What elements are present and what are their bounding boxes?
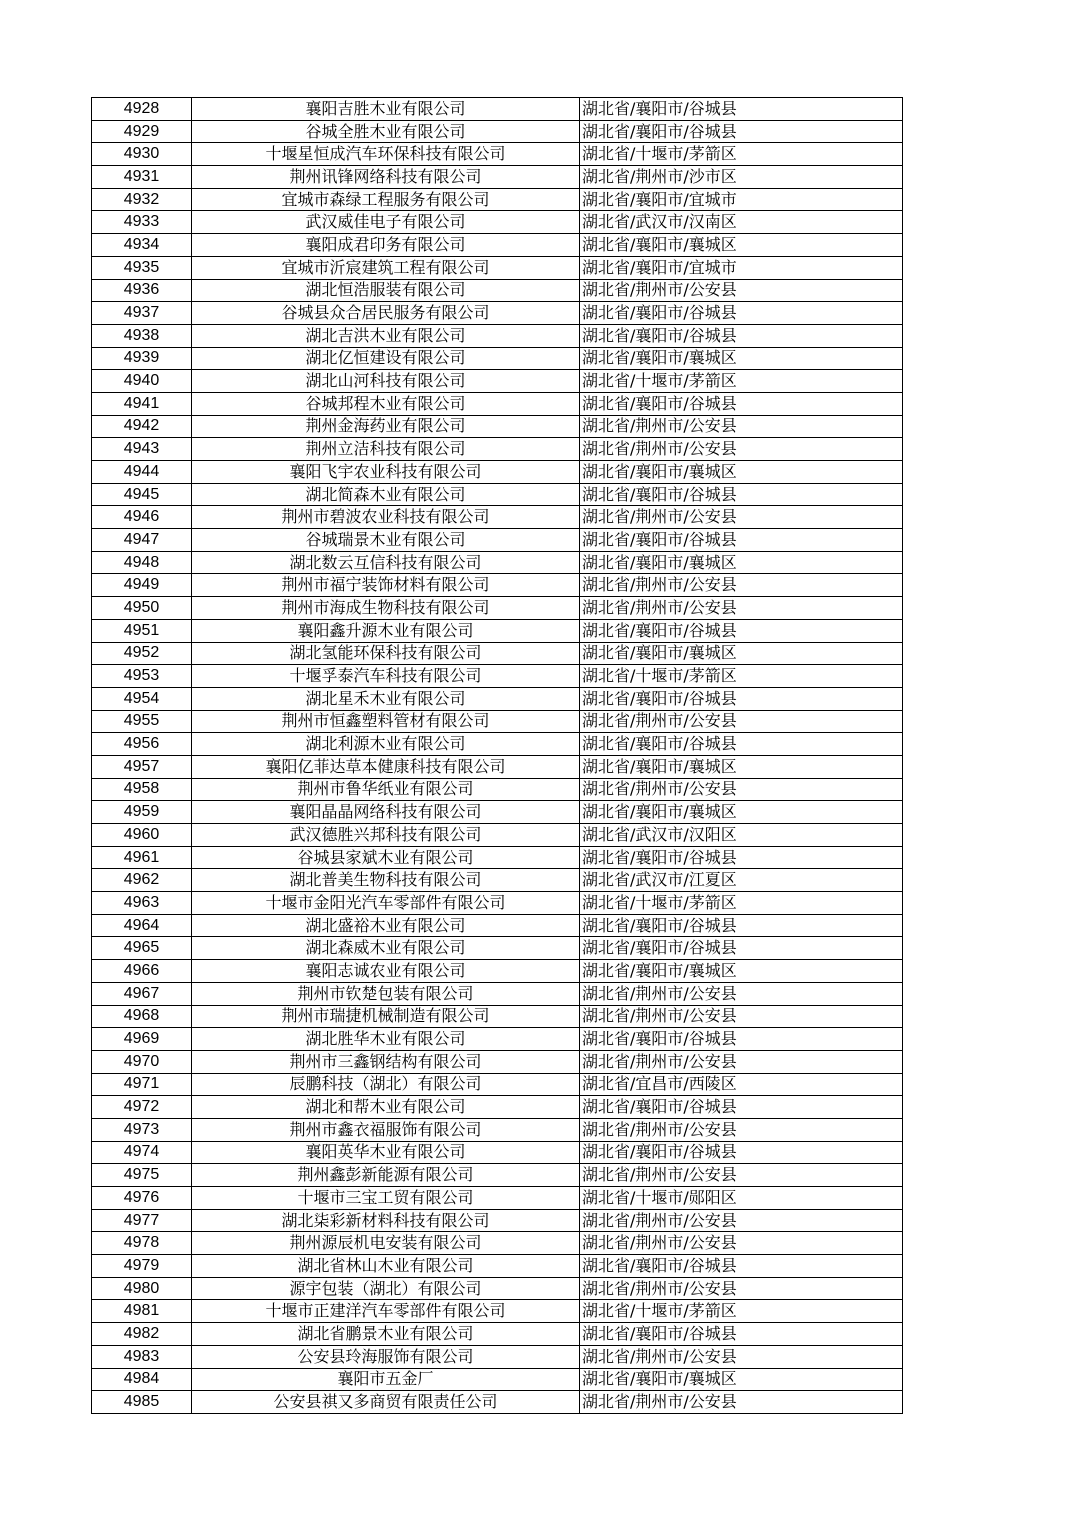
region-path: 湖北省/荆州市/公安县 — [580, 597, 903, 620]
row-number: 4964 — [92, 914, 192, 937]
row-number: 4943 — [92, 438, 192, 461]
company-name: 辰鹏科技（湖北）有限公司 — [192, 1073, 580, 1096]
row-number: 4984 — [92, 1368, 192, 1391]
row-number: 4939 — [92, 347, 192, 370]
region-path: 湖北省/武汉市/江夏区 — [580, 869, 903, 892]
company-name: 宜城市森绿工程服务有限公司 — [192, 188, 580, 211]
table-row — [92, 461, 903, 484]
company-name: 湖北氢能环保科技有限公司 — [192, 642, 580, 665]
row-number: 4954 — [92, 687, 192, 710]
row-number: 4930 — [92, 143, 192, 166]
region-path: 湖北省/荆州市/公安县 — [580, 438, 903, 461]
company-name: 湖北简森木业有限公司 — [192, 483, 580, 506]
table-row — [92, 1255, 903, 1278]
company-name: 荆州市鑫衣福服饰有限公司 — [192, 1118, 580, 1141]
company-name: 襄阳市五金厂 — [192, 1368, 580, 1391]
company-name: 襄阳晶晶网络科技有限公司 — [192, 801, 580, 824]
row-number: 4959 — [92, 801, 192, 824]
company-name: 湖北盛裕木业有限公司 — [192, 914, 580, 937]
table-row — [92, 324, 903, 347]
table-row — [92, 302, 903, 325]
region-path: 湖北省/襄阳市/谷城县 — [580, 98, 903, 121]
region-path: 湖北省/十堰市/茅箭区 — [580, 143, 903, 166]
company-name: 襄阳飞宇农业科技有限公司 — [192, 461, 580, 484]
row-number: 4934 — [92, 234, 192, 257]
table-row — [92, 642, 903, 665]
company-name: 荆州立洁科技有限公司 — [192, 438, 580, 461]
region-path: 湖北省/荆州市/公安县 — [580, 778, 903, 801]
company-name: 湖北数云互信科技有限公司 — [192, 551, 580, 574]
table-row — [92, 574, 903, 597]
region-path: 湖北省/襄阳市/谷城县 — [580, 324, 903, 347]
row-number: 4933 — [92, 211, 192, 234]
company-name: 荆州讯锋网络科技有限公司 — [192, 166, 580, 189]
company-name: 荆州市钦楚包装有限公司 — [192, 982, 580, 1005]
region-path: 湖北省/荆州市/公安县 — [580, 1232, 903, 1255]
region-path: 湖北省/襄阳市/襄城区 — [580, 960, 903, 983]
company-name: 湖北吉洪木业有限公司 — [192, 324, 580, 347]
row-number: 4946 — [92, 506, 192, 529]
company-table — [91, 97, 903, 1414]
region-path: 湖北省/十堰市/茅箭区 — [580, 370, 903, 393]
company-name: 荆州市鲁华纸业有限公司 — [192, 778, 580, 801]
row-number: 4957 — [92, 755, 192, 778]
region-path: 湖北省/十堰市/郧阳区 — [580, 1187, 903, 1210]
region-path: 湖北省/荆州市/沙市区 — [580, 166, 903, 189]
company-name: 十堰星恒成汽车环保科技有限公司 — [192, 143, 580, 166]
region-path: 湖北省/十堰市/茅箭区 — [580, 1300, 903, 1323]
table-row — [92, 1028, 903, 1051]
table-row — [92, 733, 903, 756]
company-name: 武汉威佳电子有限公司 — [192, 211, 580, 234]
region-path: 湖北省/十堰市/茅箭区 — [580, 665, 903, 688]
row-number: 4977 — [92, 1209, 192, 1232]
region-path: 湖北省/荆州市/公安县 — [580, 279, 903, 302]
row-number: 4968 — [92, 1005, 192, 1028]
region-path: 湖北省/襄阳市/襄城区 — [580, 551, 903, 574]
row-number: 4982 — [92, 1323, 192, 1346]
region-path: 湖北省/襄阳市/谷城县 — [580, 733, 903, 756]
table-row — [92, 982, 903, 1005]
table-row — [92, 188, 903, 211]
row-number: 4945 — [92, 483, 192, 506]
region-path: 湖北省/武汉市/汉阳区 — [580, 824, 903, 847]
row-number: 4944 — [92, 461, 192, 484]
table-row — [92, 392, 903, 415]
table-row — [92, 1232, 903, 1255]
region-path: 湖北省/荆州市/公安县 — [580, 1277, 903, 1300]
table-row — [92, 755, 903, 778]
table-row — [92, 960, 903, 983]
row-number: 4932 — [92, 188, 192, 211]
company-name: 湖北山河科技有限公司 — [192, 370, 580, 393]
region-path: 湖北省/襄阳市/谷城县 — [580, 529, 903, 552]
company-name: 湖北省林山木业有限公司 — [192, 1255, 580, 1278]
region-path: 湖北省/荆州市/公安县 — [580, 574, 903, 597]
region-path: 湖北省/荆州市/公安县 — [580, 506, 903, 529]
region-path: 湖北省/荆州市/公安县 — [580, 1209, 903, 1232]
region-path: 湖北省/襄阳市/谷城县 — [580, 1323, 903, 1346]
table-row — [92, 483, 903, 506]
company-name: 荆州市碧波农业科技有限公司 — [192, 506, 580, 529]
region-path: 湖北省/荆州市/公安县 — [580, 1164, 903, 1187]
row-number: 4970 — [92, 1050, 192, 1073]
row-number: 4972 — [92, 1096, 192, 1119]
company-name: 十堰市三宝工贸有限公司 — [192, 1187, 580, 1210]
region-path: 湖北省/襄阳市/襄城区 — [580, 801, 903, 824]
table-row — [92, 98, 903, 121]
company-name: 荆州源辰机电安装有限公司 — [192, 1232, 580, 1255]
row-number: 4974 — [92, 1141, 192, 1164]
company-name: 襄阳英华木业有限公司 — [192, 1141, 580, 1164]
row-number: 4928 — [92, 98, 192, 121]
region-path: 湖北省/荆州市/公安县 — [580, 1005, 903, 1028]
table-row — [92, 619, 903, 642]
row-number: 4941 — [92, 392, 192, 415]
region-path: 湖北省/荆州市/公安县 — [580, 1118, 903, 1141]
table-row — [92, 687, 903, 710]
company-name: 襄阳亿菲达草本健康科技有限公司 — [192, 755, 580, 778]
row-number: 4978 — [92, 1232, 192, 1255]
table-row — [92, 1391, 903, 1414]
table-row — [92, 370, 903, 393]
company-name: 荆州市恒鑫塑料管材有限公司 — [192, 710, 580, 733]
table-row — [92, 347, 903, 370]
company-name: 荆州鑫彭新能源有限公司 — [192, 1164, 580, 1187]
table-row — [92, 256, 903, 279]
company-name: 湖北利源木业有限公司 — [192, 733, 580, 756]
company-name: 襄阳鑫升源木业有限公司 — [192, 619, 580, 642]
company-name: 荆州市海成生物科技有限公司 — [192, 597, 580, 620]
row-number: 4975 — [92, 1164, 192, 1187]
table-row — [92, 1277, 903, 1300]
company-name: 襄阳志诚农业有限公司 — [192, 960, 580, 983]
region-path: 湖北省/十堰市/茅箭区 — [580, 892, 903, 915]
table-row — [92, 1209, 903, 1232]
table-row — [92, 1005, 903, 1028]
company-name: 公安县祺又多商贸有限责任公司 — [192, 1391, 580, 1414]
company-name: 湖北亿恒建设有限公司 — [192, 347, 580, 370]
row-number: 4936 — [92, 279, 192, 302]
region-path: 湖北省/襄阳市/襄城区 — [580, 755, 903, 778]
table-row — [92, 120, 903, 143]
table-row — [92, 551, 903, 574]
table-row — [92, 529, 903, 552]
row-number: 4965 — [92, 937, 192, 960]
region-path: 湖北省/襄阳市/谷城县 — [580, 937, 903, 960]
row-number: 4929 — [92, 120, 192, 143]
row-number: 4981 — [92, 1300, 192, 1323]
company-table-body — [92, 98, 903, 1414]
table-row — [92, 1096, 903, 1119]
row-number: 4980 — [92, 1277, 192, 1300]
region-path: 湖北省/襄阳市/襄城区 — [580, 1368, 903, 1391]
region-path: 湖北省/襄阳市/襄城区 — [580, 642, 903, 665]
row-number: 4976 — [92, 1187, 192, 1210]
table-row — [92, 143, 903, 166]
region-path: 湖北省/襄阳市/谷城县 — [580, 1255, 903, 1278]
row-number: 4967 — [92, 982, 192, 1005]
row-number: 4951 — [92, 619, 192, 642]
row-number: 4983 — [92, 1345, 192, 1368]
table-row — [92, 710, 903, 733]
table-row — [92, 869, 903, 892]
row-number: 4971 — [92, 1073, 192, 1096]
company-name: 湖北恒浩服装有限公司 — [192, 279, 580, 302]
row-number: 4950 — [92, 597, 192, 620]
table-row — [92, 211, 903, 234]
row-number: 4953 — [92, 665, 192, 688]
table-row — [92, 1164, 903, 1187]
region-path: 湖北省/襄阳市/谷城县 — [580, 120, 903, 143]
company-name: 谷城瑞景木业有限公司 — [192, 529, 580, 552]
row-number: 4942 — [92, 415, 192, 438]
company-name: 十堰孚泰汽车科技有限公司 — [192, 665, 580, 688]
table-row — [92, 937, 903, 960]
table-row — [92, 234, 903, 257]
table-row — [92, 597, 903, 620]
company-name: 十堰市正建洋汽车零部件有限公司 — [192, 1300, 580, 1323]
table-row — [92, 1073, 903, 1096]
region-path: 湖北省/襄阳市/谷城县 — [580, 392, 903, 415]
company-name: 荆州市瑞捷机械制造有限公司 — [192, 1005, 580, 1028]
table-row — [92, 824, 903, 847]
region-path: 湖北省/荆州市/公安县 — [580, 415, 903, 438]
row-number: 4952 — [92, 642, 192, 665]
row-number: 4969 — [92, 1028, 192, 1051]
company-name: 荆州市三鑫钢结构有限公司 — [192, 1050, 580, 1073]
table-row — [92, 892, 903, 915]
region-path: 湖北省/襄阳市/襄城区 — [580, 234, 903, 257]
region-path: 湖北省/襄阳市/襄城区 — [580, 461, 903, 484]
region-path: 湖北省/襄阳市/襄城区 — [580, 347, 903, 370]
row-number: 4937 — [92, 302, 192, 325]
region-path: 湖北省/荆州市/公安县 — [580, 982, 903, 1005]
row-number: 4966 — [92, 960, 192, 983]
region-path: 湖北省/襄阳市/宜城市 — [580, 256, 903, 279]
region-path: 湖北省/襄阳市/谷城县 — [580, 483, 903, 506]
table-row — [92, 914, 903, 937]
row-number: 4962 — [92, 869, 192, 892]
region-path: 湖北省/襄阳市/谷城县 — [580, 302, 903, 325]
company-name: 湖北和帮木业有限公司 — [192, 1096, 580, 1119]
company-name: 荆州市福宁装饰材料有限公司 — [192, 574, 580, 597]
region-path: 湖北省/襄阳市/谷城县 — [580, 1096, 903, 1119]
company-name: 宜城市沂宸建筑工程有限公司 — [192, 256, 580, 279]
table-row — [92, 801, 903, 824]
row-number: 4948 — [92, 551, 192, 574]
company-name: 谷城邦程木业有限公司 — [192, 392, 580, 415]
table-row — [92, 1345, 903, 1368]
table-row — [92, 166, 903, 189]
table-row — [92, 1300, 903, 1323]
company-name: 谷城县家斌木业有限公司 — [192, 846, 580, 869]
table-row — [92, 1323, 903, 1346]
row-number: 4949 — [92, 574, 192, 597]
region-path: 湖北省/襄阳市/谷城县 — [580, 914, 903, 937]
company-list-sheet — [91, 97, 902, 1414]
row-number: 4940 — [92, 370, 192, 393]
region-path: 湖北省/襄阳市/谷城县 — [580, 619, 903, 642]
company-name: 湖北普美生物科技有限公司 — [192, 869, 580, 892]
row-number: 4956 — [92, 733, 192, 756]
table-row — [92, 415, 903, 438]
company-name: 十堰市金阳光汽车零部件有限公司 — [192, 892, 580, 915]
row-number: 4961 — [92, 846, 192, 869]
row-number: 4960 — [92, 824, 192, 847]
row-number: 4947 — [92, 529, 192, 552]
company-name: 湖北省鹏景木业有限公司 — [192, 1323, 580, 1346]
table-row — [92, 1050, 903, 1073]
table-row — [92, 778, 903, 801]
row-number: 4973 — [92, 1118, 192, 1141]
region-path: 湖北省/荆州市/公安县 — [580, 1050, 903, 1073]
company-name: 谷城全胜木业有限公司 — [192, 120, 580, 143]
table-row — [92, 279, 903, 302]
region-path: 湖北省/襄阳市/宜城市 — [580, 188, 903, 211]
table-row — [92, 665, 903, 688]
company-name: 湖北胜华木业有限公司 — [192, 1028, 580, 1051]
row-number: 4935 — [92, 256, 192, 279]
table-row — [92, 1118, 903, 1141]
company-name: 湖北森威木业有限公司 — [192, 937, 580, 960]
row-number: 4979 — [92, 1255, 192, 1278]
region-path: 湖北省/襄阳市/谷城县 — [580, 687, 903, 710]
row-number: 4955 — [92, 710, 192, 733]
company-name: 湖北星禾木业有限公司 — [192, 687, 580, 710]
company-name: 谷城县众合居民服务有限公司 — [192, 302, 580, 325]
region-path: 湖北省/荆州市/公安县 — [580, 1391, 903, 1414]
region-path: 湖北省/荆州市/公安县 — [580, 1345, 903, 1368]
region-path: 湖北省/宜昌市/西陵区 — [580, 1073, 903, 1096]
row-number: 4931 — [92, 166, 192, 189]
table-row — [92, 1141, 903, 1164]
row-number: 4985 — [92, 1391, 192, 1414]
region-path: 湖北省/荆州市/公安县 — [580, 710, 903, 733]
row-number: 4938 — [92, 324, 192, 347]
company-name: 公安县玲海服饰有限公司 — [192, 1345, 580, 1368]
company-name: 襄阳成君印务有限公司 — [192, 234, 580, 257]
table-row — [92, 1187, 903, 1210]
table-row — [92, 506, 903, 529]
region-path: 湖北省/襄阳市/谷城县 — [580, 846, 903, 869]
region-path: 湖北省/武汉市/汉南区 — [580, 211, 903, 234]
company-name: 荆州金海药业有限公司 — [192, 415, 580, 438]
company-name: 武汉德胜兴邦科技有限公司 — [192, 824, 580, 847]
row-number: 4963 — [92, 892, 192, 915]
company-name: 源宇包装（湖北）有限公司 — [192, 1277, 580, 1300]
company-name: 襄阳吉胜木业有限公司 — [192, 98, 580, 121]
row-number: 4958 — [92, 778, 192, 801]
table-row — [92, 846, 903, 869]
table-row — [92, 1368, 903, 1391]
company-name: 湖北柒彩新材料科技有限公司 — [192, 1209, 580, 1232]
region-path: 湖北省/襄阳市/谷城县 — [580, 1141, 903, 1164]
table-row — [92, 438, 903, 461]
region-path: 湖北省/襄阳市/谷城县 — [580, 1028, 903, 1051]
